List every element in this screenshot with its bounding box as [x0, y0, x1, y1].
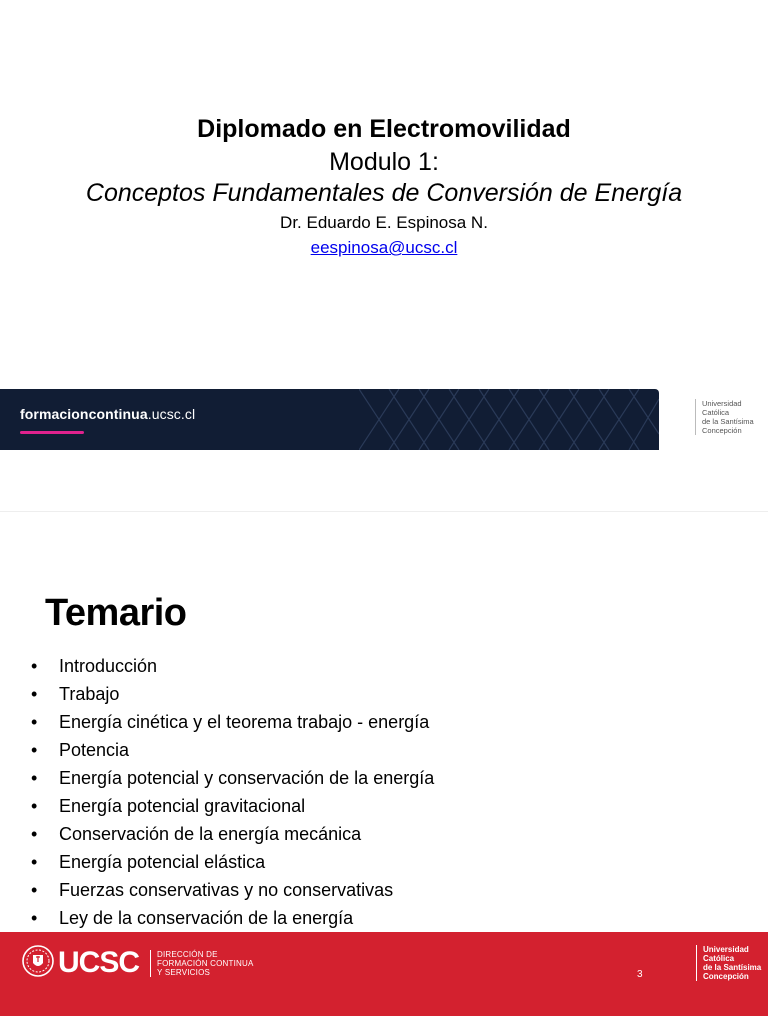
bullet-icon: • — [31, 852, 38, 872]
banner-url-bold: formacioncontinua — [20, 406, 148, 422]
list-item — [31, 876, 434, 904]
slide-title: Temario — [45, 592, 187, 634]
topic-text: Conservación de la energía mecánica — [59, 824, 362, 844]
topic-text: Potencia — [59, 740, 130, 760]
title-block — [0, 112, 768, 260]
topic-text: Introducción — [59, 656, 158, 676]
bullet-icon: • — [31, 684, 38, 704]
formacion-banner — [0, 389, 659, 450]
dept-line: Y SERVICIOS — [157, 968, 211, 977]
bullet-icon: • — [31, 908, 38, 928]
bullet-icon: • — [31, 712, 38, 732]
logo-line: Universidad — [702, 399, 742, 408]
university-logo-footer — [696, 945, 761, 981]
list-item — [31, 820, 434, 848]
module-label: Modulo 1: — [329, 148, 439, 176]
bullet-icon: • — [31, 880, 38, 900]
topic-text: Energía potencial y conservación de la energía — [59, 768, 435, 788]
bullet-icon: • — [31, 824, 38, 844]
author-name: Dr. Eduardo E. Espinosa N. — [280, 213, 488, 232]
list-item — [31, 708, 434, 736]
topic-list — [31, 652, 434, 932]
dept-line: DIRECCIÓN DE — [157, 950, 218, 959]
logo-line: Católica — [703, 954, 735, 963]
topic-text: Energía potencial elástica — [59, 852, 266, 872]
list-item — [31, 764, 434, 792]
logo-line: de la Santísima — [702, 417, 754, 426]
banner-accent-line — [20, 431, 84, 434]
topic-text: Energía cinética y el teorema trabajo - energía — [59, 712, 430, 732]
topic-text: Ley de la conservación de la energía — [59, 908, 354, 928]
bullet-icon: • — [31, 796, 38, 816]
bullet-icon: • — [31, 740, 38, 760]
department-label — [150, 950, 254, 977]
bullet-icon: • — [31, 656, 38, 676]
author-email-link[interactable]: eespinosa@ucsc.cl — [310, 238, 458, 257]
list-item — [31, 736, 434, 764]
topic-text: Fuerzas conservativas y no conservativas — [59, 880, 394, 900]
list-item — [31, 680, 434, 708]
topic-text: Energía potencial gravitacional — [59, 796, 306, 816]
banner-url[interactable] — [20, 406, 195, 422]
footer-bar — [0, 932, 768, 1016]
list-item — [31, 904, 434, 932]
topic-text: Trabajo — [59, 684, 120, 704]
dept-line: FORMACIÓN CONTINUA — [157, 959, 254, 968]
course-title: Diplomado en Electromovilidad — [197, 115, 571, 143]
page-number: 3 — [637, 969, 643, 980]
list-item — [31, 792, 434, 820]
temario-slide — [0, 512, 768, 1024]
logo-line: Universidad — [703, 945, 749, 954]
logo-line: Concepción — [702, 426, 742, 435]
list-item — [31, 652, 434, 680]
logo-line: Concepción — [703, 972, 749, 981]
module-subtitle: Conceptos Fundamentales de Conversión de Energía — [85, 179, 683, 207]
university-logo-top — [695, 399, 754, 435]
logo-line: de la Santísima — [703, 963, 762, 972]
bullet-icon: • — [31, 768, 38, 788]
banner-pattern-graphic — [359, 389, 659, 450]
banner-url-rest: .ucsc.cl — [147, 406, 196, 422]
list-item — [31, 848, 434, 876]
ucsc-wordmark: UCSC — [58, 946, 140, 979]
logo-line: Católica — [702, 408, 730, 417]
university-seal-icon — [22, 945, 54, 977]
